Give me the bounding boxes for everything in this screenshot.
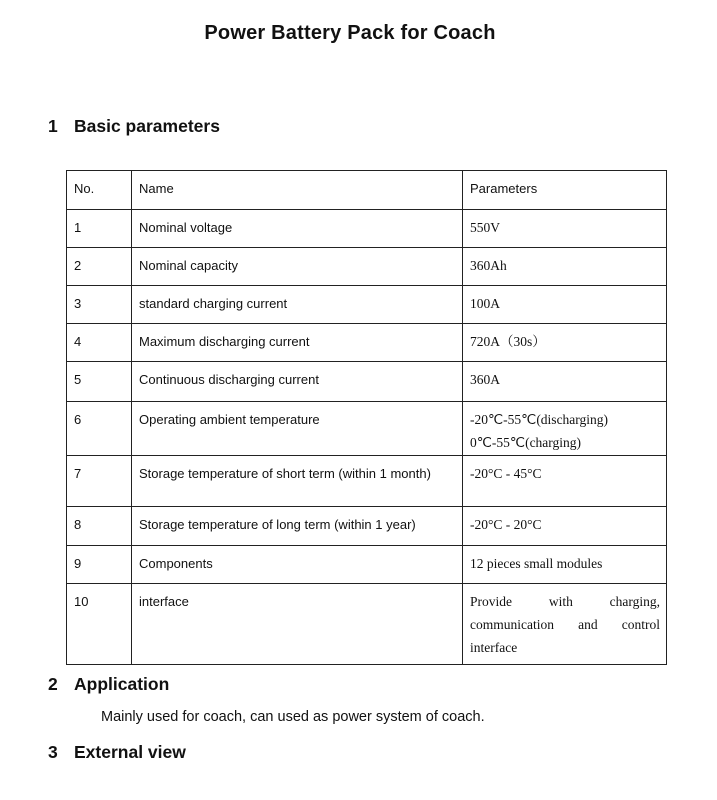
- row-name: Continuous discharging current: [139, 372, 319, 387]
- row-no: 2: [74, 258, 82, 273]
- row-name: Maximum discharging current: [139, 334, 310, 349]
- row-name: Storage temperature of short term (within 1 month): [139, 466, 431, 481]
- section-heading-external-view: [48, 742, 186, 763]
- row-no: 3: [74, 296, 82, 311]
- section-heading-basic-parameters: [48, 116, 220, 137]
- row-param: 720A（30s）: [470, 334, 546, 349]
- row-param-line: 0℃-55℃(charging): [470, 435, 582, 450]
- row-no: 9: [74, 556, 82, 571]
- header-no: No.: [74, 181, 95, 196]
- row-no: 6: [74, 412, 82, 427]
- section-title: Application: [74, 674, 170, 694]
- table-row: [67, 584, 667, 665]
- table-row: [67, 248, 667, 286]
- row-no: 7: [74, 466, 82, 481]
- table-row: [67, 210, 667, 248]
- row-name: Components: [139, 556, 213, 571]
- row-no: 1: [74, 220, 82, 235]
- section-number: 3: [48, 742, 58, 762]
- section-heading-application: [48, 674, 169, 695]
- row-name: Storage temperature of long term (within 1 year): [139, 517, 416, 532]
- row-param: 12 pieces small modules: [470, 556, 603, 571]
- section-title: External view: [74, 742, 186, 762]
- document-title: Power Battery Pack for Coach: [204, 22, 496, 44]
- header-name: Name: [139, 181, 174, 196]
- row-name: Operating ambient temperature: [139, 412, 320, 427]
- application-text: Mainly used for coach, can used as power system of coach.: [101, 709, 485, 725]
- row-no: 5: [74, 372, 82, 387]
- row-no: 10: [74, 594, 89, 609]
- row-param: Provide with charging, communication and control interface: [470, 594, 660, 655]
- table-row: [67, 324, 667, 362]
- table-row: [67, 546, 667, 584]
- row-no: 8: [74, 517, 82, 532]
- row-param: -20°C - 20°C: [470, 517, 542, 532]
- row-name: standard charging current: [139, 296, 288, 311]
- row-name: interface: [139, 594, 189, 609]
- row-param: 100A: [470, 296, 500, 311]
- section-number: 2: [48, 674, 58, 694]
- table-row: [67, 402, 667, 456]
- row-param-line: -20℃-55℃(discharging): [470, 412, 609, 427]
- row-param: -20°C - 45°C: [470, 466, 542, 481]
- section-title: Basic parameters: [74, 116, 220, 136]
- row-param: 360A: [470, 372, 500, 387]
- header-parameters: Parameters: [470, 181, 538, 196]
- table-row: [67, 286, 667, 324]
- table-row: [67, 507, 667, 546]
- table-row: [67, 362, 667, 402]
- row-no: 4: [74, 334, 82, 349]
- row-name: Nominal capacity: [139, 258, 238, 273]
- section-number: 1: [48, 116, 58, 136]
- row-param: [463, 402, 666, 454]
- parameters-table: [66, 170, 667, 665]
- row-param: 360Ah: [470, 258, 507, 273]
- row-name: Nominal voltage: [139, 220, 233, 235]
- row-param: 550V: [470, 220, 500, 235]
- table-row: [67, 456, 667, 507]
- table-header-row: [67, 171, 667, 210]
